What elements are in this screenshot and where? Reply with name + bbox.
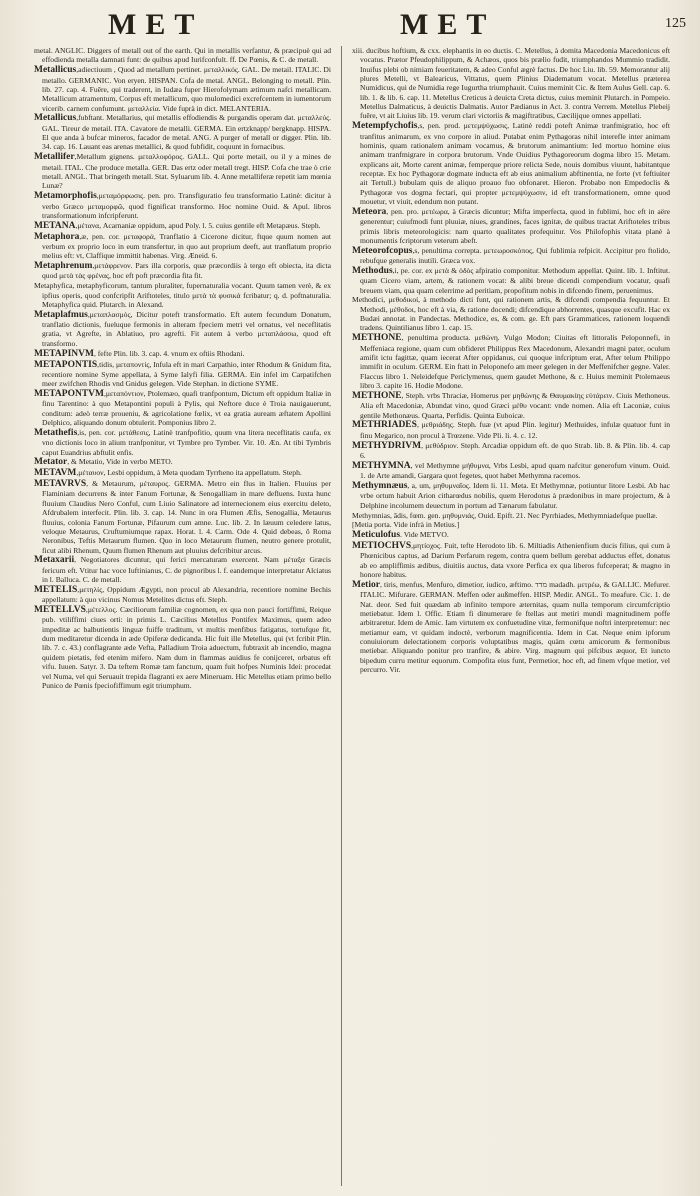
entry-headword: Metaphrenum [34,261,93,272]
dictionary-entry [34,555,331,584]
entry-text: ,Metallum gignens. μεταλλοφόρος. GALL. Qui porte metail, ou il y a mines de metail. ITAL. Che produce metalla. GER. Das ertz oder metall tregt. HISP. Cofa che trae ò crie metall. ANGL. That bringeth metall. Stat. Syluarum lib. 4. Anne metalliferæ repetit iam mœnia Lunæ? [42,152,331,191]
entry-text: . Vide METVO. [400,530,449,540]
dictionary-entry [352,46,670,121]
entry-headword: METHYDRIVM [352,440,422,451]
entry-headword: Metaplafmus [34,309,88,320]
entry-headword: METHYMNA [352,460,411,471]
entry-text: , fefte Plin. lib. 3. cap. 4. vnum ex oftiis Rhodani. [93,348,245,358]
entry-text: , Negotiatores dicuntur, qui ferici mercaturam exercent. Nam μέταξα Græcis fericum eft. Vtitur hac voce Iuftinianus, C. de pignoribus l. f. eandemque interpretatur Alciatus in l. Balluca. C. de metall. [42,555,331,585]
dictionary-entry [352,461,670,481]
entry-headword: METELLVS [34,605,86,616]
entry-text: ,μέτελλος. Cæciliorum familiæ cognomen, ex qua non pauci fortiffimi, Reique pub. vtiliffimi ciues orti: in primis L. Cæcilius Metellus Pontifex Maximus, quem adeo impeditæ ac balbutientis linguæ fuiffe traditum, vt multis menfibus fatigatus, tortufque fit, dum meditaretur dicenda in æde Opiferæ dedicanda. Hic fuit ille Metellus, qui (vt fcribit Plin. lib. 7. c. 43.) conflagrante æde Vefta, Palladium Troia aduectum, fubtraxit ab incendio, magna quidem pietatis, fed etenim mifero. Nam dum in flammas auidius fe conijceret, orbatus eft vifu. Iuuen. Satyr. 3. Da teftem Romæ tam fanctum, quam fuit hofpes Numinis Idei: procedat vel Numa, vel qui Seruauit trepida flagranti ex aere Mineruam. Hic Metellus etiam primo bello Punico de Pœnis fpeciofiffimum egit triumphum. [42,605,331,690]
entry-text: [Metia porta. Vide infrà in Metius.] [352,520,460,530]
entry-text: , & Metaurum, μέταυρος. GERMA. Metro ein flus in Italien. Fluuius per Flaminiam decurrens & inter Fanum Fortunæ, & Senogalliam in mare defluens. Iuxta hunc fluuium Claudius Nero Conful, cum Liuio Salinatore ad internecionem eius exercitu deleto, Afdrubalem interfecit. Plin. lib. 3. cap. 14. Nunc in ora Flumen Æfis, Senogallia, Metaurus fluuius, colonia Fanum Fortunæ, Pifaurum cum amne. Luc. lib. 2. In læuum celedere latus, veloque Metaurus, Cruftumiumque rapax. Horat. l. 4. Carm. Ode 4. Quid debeas, ô Roma Neronibus, Teftis Metaurum flumen. Quo in loco Metaurum flumen, neutro genere protulit, ficut alibi Rhenum, Quum flumen Rhenum aut pluuius defcribitur arcus. [42,479,331,555]
entry-text: ,tidis, μεταποντίς, Infula eft in mari Carpathio, inter Rhodum & Gnidum fita, recentiore nomine Syme appellata, à Syme Ialyfi filia. GERMA. Ein infel im Carpatifchen meer zwifchen Rhodis vnd Gnidus gelegen. Vide Stephan. in dictione SYME. [42,359,331,389]
dictionary-entry [352,530,670,540]
entry-headword: Metempfychofis [352,121,418,132]
entry-headword: Metaxarii [34,555,75,566]
left-column [34,46,331,1188]
entry-text: , vel Methymne μήθυμνα, Vrbs Lesbi, apud quam nafcitur generofum vinum. Ouid. 1. de Arte amandi, Gargara quot fegetes, quot habet Methymna racemos. [360,460,670,481]
dictionary-entry [34,310,331,348]
dictionary-entry [34,221,331,231]
entry-text: ,is, pen. cor. μετάθεσις, Latinè tranfpofitio, quum vna litera neceflitatis caufa, ex vno dictionis loco in alium tranfponitur, vt Tymbre pro Tymber. Vir. 10. Æn. At tibi Tymbris caput Euandrius abftulit enfis. [42,427,331,457]
dictionary-entry [352,246,670,266]
dictionary-entry [352,121,670,206]
entry-text: , Steph. vrbs Thraciæ, Homerus per μηθώνης & Θαυμακίης εὐτάρειν. Ciuis Methoneus. Alia eft Macedoniæ, Abundat vino, quod Græci μέθυ vocant: vnde nomen. Alia eft Laconiæ, cuius gentile Methonæus. Quarta, Perfidis. Quinta Euboicæ. [360,390,670,420]
dictionary-entry [34,428,331,457]
dictionary-entry [34,46,331,65]
dictionary-entry [34,468,331,478]
dictionary-entry [352,441,670,461]
dictionary-entry [352,420,670,440]
entry-text: Methymnias, ādis, fœm. gen. μηθυμνιάς, Ouid. Epift. 21. Nec Pyrrhiades, Methymniadefque puellæ. [352,510,658,520]
dictionary-entry [34,281,331,309]
column-divider [341,46,342,1186]
dictionary-entry [34,232,331,261]
entry-headword: Metamorphofis [34,191,97,202]
entry-text: Metaphyfica, metaphyficorum, tantum pluraliter, fupernaturalia vocant. Quum tamen verè, & ex ipfius operis, quod confcripfit Ariftoteles, titulo μετὰ τὰ φυσικά fcribatur; q. d. poftnaturalia. Metaphyfica quid. Plutarch. in Alexand. [34,281,331,309]
dictionary-entry [34,605,331,690]
entry-headword: METHONE [352,333,402,344]
entry-headword: METELIS [34,584,78,595]
entry-text: ,æ, pen. cor. μεταφορά, Tranflatio à Cicerone dicitur, ftque quum nomen aut verbum ex proprio loco in eum transfertur, in quo aut proprium deeft, aut tranflatum proprio melius eft: vt, Claffique immittit habenas. Virg. Æneid. 6. [42,231,331,261]
dictionary-entry [352,520,670,529]
dictionary-entry [352,541,670,579]
entry-text: ,μεταπόντιον, Ptolemæo, quafi tranfpontum, Dictum eft oppidum Italiæ in finu Tarentino: à quo Metapontini populi à Pylis, qui Neftore duce è Troia nauigauerunt, conditum: adeò terræ proueniu, & agricolatione fœlix, vt ea gratia auream æftatem Apollini Delphico, aliquando donum obtulerit. Pomponius libro 2. [42,389,331,428]
entry-text: , tiris, menfus, Menfuro, dimetior, iudico, æftimo. מדד madadh. μετρέω, & GALLIC. Mefurer. ITALIC. Mifurare. GERMAN. Meffen oder außmeffen. HISP. Medir. ANGL. To meafure. Cic. 1. de Nat. deor. Sed fuit quædam ab infinito tempore æternitas, quam nulla temporum circumfcriptio metiebatur. Idem l. Offic. Etiam fi dinumerare fe ftellas aut metiri mundi magnitudinem poffe arbitraretur. Idem de Amic. Iam virtutem ex confuetudine vitæ, fermonifque noftri interpretemur: nec metiamur eam, vt quidam indoctè, verborum magnificentia. Idem in Cat. Neque enim ipforum conuiuiorum delectationem corporis voluptatibus magis, quàm cœtu amicorum & fermonibus metiebar. Aliquando ponitur pro tranfire, & abire. Virg. magnum qui pifcibus æquor, Et iuncto bipedum curru metitur equorum. Compofita eius funt, Permetior, hoc eft, ad finem vfque metior, vel percurro. Vir. [360,579,670,674]
entry-headword: METAVM [34,468,77,479]
entry-headword: Metallicus [34,65,77,76]
entry-headword: METIOCHVS [352,541,412,552]
entry-headword: Methymnæus [352,480,408,491]
entry-text: ,μετάφρενον. Pars illa corporis, quæ præcordiis à tergo eft obiecta, ita dicta quod μετὰ τὰς φρένας, hoc eft poft præcordia fita fit. [42,261,331,281]
dictionary-entry [352,295,670,332]
entry-headword: METHRIADES [352,420,417,431]
entry-headword: METAVRVS [34,479,87,490]
entry-text: ,μέτανα, Acarnaniæ oppidum, apud Poly. l. 5. cuius gentile eft Metapæus. Steph. [75,220,321,230]
dictionary-entry [34,113,331,151]
dictionary-entry [34,349,331,359]
entry-headword: Metior [352,579,380,590]
dictionary-entry [34,261,331,281]
dictionary-entry [352,266,670,295]
running-head-right: MET [400,8,496,41]
dictionary-entry [34,457,331,467]
dictionary-entry [34,360,331,389]
entry-text: ,fubftant. Metallarius, qui metallis effodiendis & purgandis operam dat. μεταλλεύς. GAL. Tireur de metail. ITA. Cavatore de metalli. GERMA. Ein ertzknapp/ bergknapp. HISPA. El que anda à bufcar mineros, facador de metal. ANG. A purger of metall or digger. Plin. lib. 34. cap. 16. Lauant eas arenas metallici, & quod fubfidit, coquunt in fornacibus. [42,113,331,152]
entry-headword: Metallifer [34,152,75,163]
running-head-left: MET [108,8,204,41]
dictionary-entry [34,191,331,220]
entry-headword: Metathefis [34,427,78,438]
dictionary-entry [352,391,670,420]
entry-text: metal. ANGLIC. Diggers of metall out of the earth. Qui in metallis verfantur, & præcipuè qui ad effodienda metalla damnati funt: de quibus apud Iurifconfult. ff. De Pœnis, & C. de metall. [34,46,331,65]
entry-text: ,μετηλίς, Oppidum Ægypti, non procul ab Alexandria, recentiore nomine Bechis appellatum: à quo vicinus Nomus Metelites dictus eft. Steph. [42,584,331,605]
dictionary-entry [352,207,670,245]
entry-headword: METAPONTVM [34,389,105,400]
entry-text: ,μεταμόρφωσις. pen. pro. Transfiguratio feu transformatio Latinè: dicitur à verbo Græco μεταμορφῶ, quod fignificat transformo. Hoc nomine Ouid. & Apul. libros transformationum infcripferunt. [42,191,331,220]
entry-text: , μεθύδριον. Steph. Arcadiæ oppidum eft. de quo Strab. lib. 8. & Plin. lib. 4. cap 6. [360,440,670,460]
entry-headword: METANA [34,220,76,231]
dictionary-entry [34,389,331,427]
dictionary-entry [34,152,331,190]
entry-text: ,i, pe. cor. ex μετὰ & ὁδὸς afpiratio componitur. Methodum appellat. Quint. lib. 1. Inftitut. quam Cicero viam, artem, & rationem vocat: & alibi breue dicendi compendium vocatur, quafi breuem viam, qua quam celerrime ad peritiam, propofitum nobis in difcendo finem, peruenimus. [360,265,670,295]
dictionary-entry [352,511,670,520]
dictionary-entry [352,580,670,674]
entry-text: , pen. pro. μετέωρα, à Græcis dicuntur; Mifta imperfecta, quod in fublimi, hoc eft in aëre generentur; cuiufmodi funt pluuiæ, niues, grandines, faces ignitæ, de quibus tractat Ariftoteles tribus primis libris meteorologicis: nam quarto qualitates profequitur. Vos Philofophis vitata planè à monumentis fcriptorum veterum abeft. [360,206,670,245]
entry-headword: Meticulofus [352,530,401,541]
entry-text: , & Metatio, Vide in verbo METO. [67,457,173,467]
entry-headword: Metallicus [34,113,77,124]
dictionary-entry [352,481,670,510]
entry-text: , penultima producta. μεθώνη. Vulgo Modon; Ciuitas eft littoralis Peloponnefi, in Meffeniaca regione, quam cum obfideret Philippus Rex Macedonum, Alexandri magni pater, oculum amifit ictu fagittæ, quam iecerat After oppidanus, cui quoque infcriptum erat, After telum Philippo immifit in oculum. GERM. Ein ftatt in Peloponefo am meer gelegen in der Meffenifcher gegne. Valer. Flaccus libro 1. Neleidefque Periclymenus, quem gaudet Methone, & c. Huius meminit Ptolemaeus libro 3. capite 16. Hodie Modone. [360,333,670,391]
entry-text: ,μητίοχος. Fuit, tefte Herodoto lib. 6. Miltiadis Athenienfium ducis filius, qui cum à Phœnicibus captus, ad Darium Perfarum regem, contra quem bellum gerebat adductus effet, donatus ab eo ampliffimis ædibus, diuitiis auctus, data vxore Perfica ex qua liberos fufceperat; & magno in honore habitus. [360,541,670,580]
dictionary-entry [34,65,331,113]
entry-headword: METHONE [352,390,402,401]
entry-text: ,adiectiuum , Quod ad metallum pertinet. μεταλλικός. GAL. De metail. ITALIC. Di metallo. GERMANIC. Von eryen. HISPAN. Cofa de metal. ANGL. Belonging to metall. Plin. lib. 27. cap. 4. Fuêre, qui traderent, in Iudæa fuper Hierofolymam ætimum nafci metallicam. Metallicum atramentum, Corpus eft metallicum, quo mulomedici excrefcentem in iumentorum vicerib. carnem confumunt. μεταλλεία. Vide fuprà in dict. MELANTERIA. [42,65,331,113]
entry-headword: Metaphora [34,231,80,242]
dictionary-entry [34,479,331,555]
entry-headword: Metator [34,457,68,468]
page-number: 125 [665,16,686,31]
entry-text: ,s, penultima correpta. μετεωροσκόπος, Qui fublimia refpicit. Accipitur pro ftolido, rebufque generalis inutili. Græca vox. [360,245,670,266]
entry-headword: METAPONTIS [34,359,98,370]
entry-text: xiii. ducibus hoftium, & cxx. elephantis in eo ductis. C. Metellus, à domita Macedonia Macedonicus eft vocatus. Prætor Pfeudophilippum, & Achæos, quos bis prælio fudit, triumphandos Mummio tradidit. Inuifus plebi ob nimiam feueritatem, & adeo Conful ægrè factus. De hoc Liu. lib. 59. Memorantur alij plures Metelli, vt Balearicus, Vittatus, quem Plinius Diadematum vocat. Metellus præterea Numidicus, qui de Numidia rege Iugurtha triumphauit. Cuius meminit Cic. & Item Aulus Gell. cap. 6. lib. 1. & lib. 6. cap. 11. Metellus Creticus à deuicta Creta dictus, cuius meminit Plutarch. in Pompeio. Metellus Dalmaticus, à deuictis Dalmatis. Autor Pædianus in Act. 3. contra Verrem. Metellus Plebeij fuêre, vt ait Liuius lib. 19. verum clari victoriis & magiftratibus, Cæcilijque omnes appellati. [352,46,670,121]
entry-headword: Meteorofcopus [352,245,413,256]
entry-headword: Methodus [352,265,393,276]
entry-text: ,μέταυον, Lesbi oppidum, à Meta quodam Tyrrheno ita appellatum. Steph. [76,468,302,478]
entry-text: , μεθριάδης. Steph. fuæ (vt apud Plin. legitur) Methuides, infulæ quatuor funt in finu Megarico, non procul à Trœzene. Vide Pli. li. 4. c. 12. [360,420,670,440]
entry-text: Methodici, μεθοδικοί, à methodo dicti funt, qui rationem artis, & difcendi compendia fequuntur. Et Methodi, μέθοδοι, hoc eft à via, & ratione docendi; difcendique abhorrentes, quasque excufit. Hac ex Budæi annotat. in Pandectas. Methodice, es, & com. ge. Eft pars Grammatices, rationem loquendi tradens. Quintilianus libro 1. cap. 15. [352,295,670,333]
entry-text: , a, um, μηθυμναῖος. Idem li. 11. Meta. Et Methymnæ, potiuntur litore Lesbi. Ab hac vrbe ortum habuit Arion citharœdus nobilis, quem Herodotus à prædonibus in mare projectum, & à Delphine incolumem deuectum in portum ad Tænarum fabulatur. [360,480,670,510]
dictionary-entry [34,585,331,605]
entry-headword: Meteora [352,206,387,217]
entry-headword: METAPINVM [34,348,94,359]
entry-text: ,s, pen. prod. μετεμψύχωσις, Latinè reddi poteft Animæ tranfmigratio, hoc eft tranfitus animarum, ex vno corpore in aliud. Putabat enim Pythagoras nihil interefle inter animam hominis, quam rationalem animam vocamus, & brutorum animantium: Ied mortuo homine eius animam tranfmigrare in corpora brutorum. Vnde Ouidius Pythagoreorum dogma libro 15. Metam. explicans ait, Morte carent animæ, femperque priore relicta Sede, nouis domibus viuunt, habitantque receptæ. Ex hoc Pythagoræ dogmate inducta eft ab eius animalium abftinentia, ne forte (vt feftiuiter ait Tertull.) bubulam quis de aliquo proauo fuo obfonaret. Hieron. Probabo non Empedoclis & Pythagoræ vos dogma fectari, qui propter μετεμψύχωσιν, id eft transformationem, omne quod mouetur, vt viuit, edendum non putant. [360,121,670,206]
dictionary-entry [352,333,670,390]
entry-text: ,μεταπλασμός, Dicitur poteft transformatio. Eft autem fecundum Donatum, tranflatio dictionis, fueluque fermonis in alteram fpeciem metri vel ornatus, vel neceflitatis gratia, vt Agrefte, in Ablatiuo, pro agrefti. Fit autem à verbo μεταπλάσσω, quod eft transformo. [42,309,331,348]
right-column [352,46,670,1188]
